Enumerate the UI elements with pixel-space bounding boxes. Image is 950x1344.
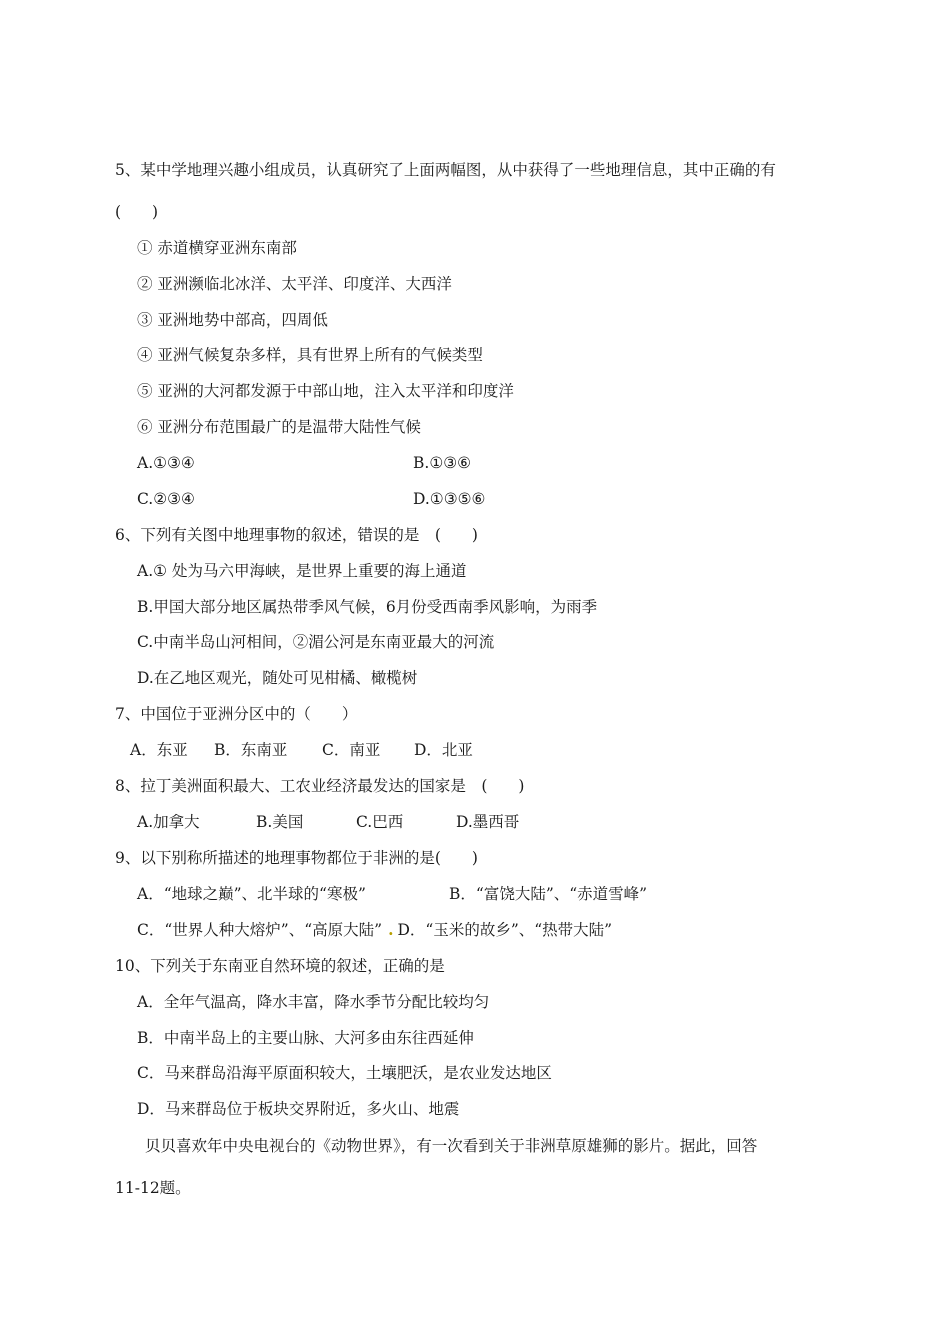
passage-line-1: 贝贝喜欢年中央电视台的《动物世界》，有一次看到关于非洲草原雄狮的影片。据此，回答 <box>145 1137 758 1155</box>
q5-option-c: C.②③④ <box>137 490 195 508</box>
q10-option-b: B．中南半岛上的主要山脉、大河多由东往西延伸 <box>137 1029 474 1047</box>
q7-option-c: C．南亚 <box>322 741 381 759</box>
q5-item-4: ④ 亚洲气候复杂多样，具有世界上所有的气候类型 <box>137 346 483 364</box>
q8-stem: 8、拉丁美洲面积最大、工农业经济最发达的国家是 ( ) <box>115 777 525 795</box>
q5-item-2: ② 亚洲濒临北冰洋、太平洋、印度洋、大西洋 <box>137 275 452 293</box>
q9-option-d: D．“玉米的故乡”、“热带大陆” <box>397 921 613 939</box>
q7-option-a: A．东亚 <box>130 741 188 759</box>
q8-option-d: D.墨西哥 <box>456 813 520 831</box>
q7-option-d: D．北亚 <box>414 741 473 759</box>
q8-option-a: A.加拿大 <box>137 813 200 831</box>
q7-options <box>130 740 473 760</box>
stray-dot-mark: . <box>388 920 394 939</box>
q5-item-3: ③ 亚洲地势中部高，四周低 <box>137 311 328 329</box>
q6-option-b: B.甲国大部分地区属热带季风气候，6月份受西南季风影响，为雨季 <box>137 598 598 616</box>
q9-stem: 9、以下别称所描述的地理事物都位于非洲的是( ) <box>115 849 478 867</box>
q9-options-row2 <box>137 920 612 940</box>
q7-option-b: B．东南亚 <box>214 741 288 759</box>
q10-option-c: C．马来群岛沿海平原面积较大，土壤肥沃，是农业发达地区 <box>137 1064 552 1082</box>
q8-options <box>137 812 519 832</box>
q6-option-a: A.① 处为马六甲海峡，是世界上重要的海上通道 <box>137 562 467 580</box>
q6-option-c: C.中南半岛山河相间，②湄公河是东南亚最大的河流 <box>137 633 495 651</box>
q5-item-1: ① 赤道横穿亚洲东南部 <box>137 239 297 257</box>
q9-option-c: C．“世界人种大熔炉”、“高原大陆” <box>137 921 383 939</box>
q6-option-d: D.在乙地区观光，随处可见柑橘、橄榄树 <box>137 669 418 687</box>
q5-item-6: ⑥ 亚洲分布范围最广的是温带大陆性气候 <box>137 418 421 436</box>
passage-line-2: 11-12题。 <box>115 1179 191 1197</box>
q9-option-a: A．“地球之巅”、北半球的“寒极” <box>137 885 366 903</box>
q10-option-a: A．全年气温高，降水丰富，降水季节分配比较均匀 <box>137 993 490 1011</box>
q9-option-b: B．“富饶大陆”、“赤道雪峰” <box>449 885 648 903</box>
q5-option-a: A.①③④ <box>137 454 195 472</box>
q10-stem: 10、下列关于东南亚自然环境的叙述，正确的是 <box>115 957 445 975</box>
q5-option-d: D.①③⑤⑥ <box>413 490 486 508</box>
q5-item-5: ⑤ 亚洲的大河都发源于中部山地，注入太平洋和印度洋 <box>137 382 514 400</box>
q5-option-b: B.①③⑥ <box>413 454 472 472</box>
q5-stem: 5、某中学地理兴趣小组成员，认真研究了上面两幅图，从中获得了一些地理信息，其中正确的有 <box>115 161 776 179</box>
q8-option-c: C.巴西 <box>356 813 404 831</box>
q6-stem: 6、下列有关图中地理事物的叙述，错误的是 ( ) <box>115 526 478 544</box>
q8-option-b: B.美国 <box>256 813 304 831</box>
q7-stem: 7、中国位于亚洲分区中的（ ） <box>115 705 358 723</box>
q5-answer-paren: ( ) <box>115 203 159 221</box>
q9-options-row1 <box>137 884 647 904</box>
q10-option-d: D．马来群岛位于板块交界附近，多火山、地震 <box>137 1100 460 1118</box>
